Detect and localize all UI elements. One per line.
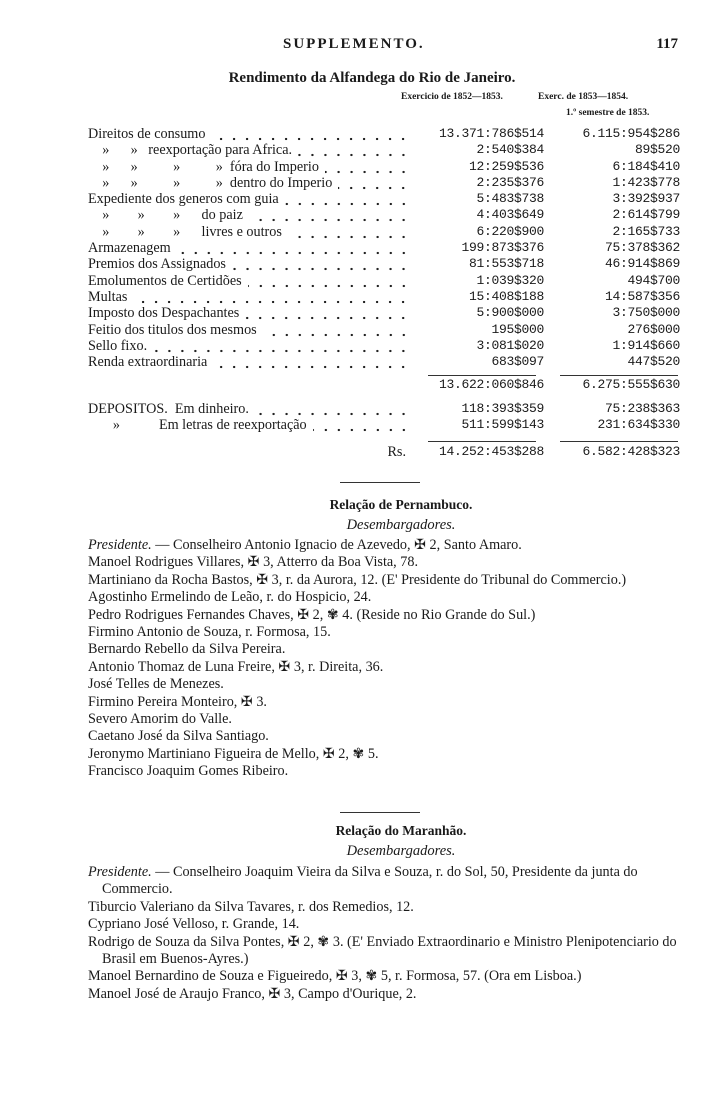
row-label [88, 126, 414, 142]
pernambuco-section [88, 497, 684, 781]
table-row [88, 289, 684, 305]
row-label-text: Multas [88, 288, 128, 305]
row-label [88, 322, 414, 338]
dot-leader [298, 142, 410, 158]
value-col2: 75:238$363 [604, 401, 680, 416]
value-col1: 1:039$320 [476, 272, 544, 288]
entry-text: Antonio Thomaz de Luna Freire, ✠ 3, r. Direita, 36. [88, 658, 384, 675]
row-label [88, 289, 414, 305]
row-label-text: Feitio dos titulos dos mesmos [88, 321, 257, 338]
table-row [88, 338, 684, 354]
total-col1: 14.252:453$288 [438, 444, 544, 459]
value-col2: 1:423$778 [612, 174, 680, 190]
row-label-text: Emolumentos de Certidões [88, 272, 242, 289]
row-label [88, 159, 414, 175]
section-subtitle: Desembargadores. [346, 517, 456, 533]
dot-leader [211, 126, 410, 142]
value-col1: 5:900$000 [476, 305, 544, 321]
value-col1: 118:393$359 [461, 401, 544, 416]
section-divider [340, 812, 420, 813]
list-item [88, 763, 684, 780]
col2-header: Exerc. de 1853—1854. [538, 92, 629, 102]
row-label [88, 417, 414, 433]
row-label [88, 338, 414, 354]
value-col2: 2:165$733 [612, 223, 680, 239]
row-label [88, 191, 414, 207]
revenue-table [88, 126, 684, 370]
entry-text: Martiniano da Rocha Bastos, ✠ 3, r. da Aurora, 12. (E' Presidente do Tribunal do Commercio.) [88, 571, 627, 588]
entry-text: Manoel Bernardino de Souza e Figueiredo, ✠ 3, ✾ 5, r. Formosa, 57. (Ora em Lisboa.) [88, 968, 582, 985]
value-col1: 2:235$376 [476, 174, 544, 190]
list-item [88, 916, 684, 933]
table-row [88, 305, 684, 321]
dot-leader [255, 401, 410, 417]
total-col2: 6.582:428$323 [582, 444, 680, 459]
dot-leader [325, 159, 410, 175]
entry-text: Agostinho Ermelindo de Leão, r. do Hospicio, 24. [88, 589, 372, 606]
dot-leader [248, 273, 410, 289]
section-title: Relação de Pernambuco. [329, 497, 473, 512]
value-col2: 75:378$362 [604, 240, 680, 256]
value-col2: 447$520 [627, 354, 680, 370]
row-label-text: Expediente dos generos com guia [88, 191, 279, 208]
table-row [88, 417, 684, 433]
value-col2: 6.115:954$286 [582, 126, 680, 141]
entry-text: Pedro Rodrigues Fernandes Chaves, ✠ 2, ✾ 4. (Reside no Rio Grande do Sul.) [88, 606, 536, 623]
table-row [88, 273, 684, 289]
value-col1: 13.371:786$514 [438, 126, 544, 141]
president-label: Presidente. [88, 864, 152, 880]
entry-text: Firmino Antonio de Souza, r. Formosa, 15. [88, 624, 331, 641]
entry-text: — Conselheiro Antonio Ignacio de Azevedo, ✠ 2, Santo Amaro. [151, 537, 522, 553]
list-item [88, 711, 684, 728]
entry-text: Tiburcio Valeriano da Silva Tavares, r. dos Remedios, 12. [88, 898, 414, 915]
value-col1: 12:259$536 [468, 158, 544, 174]
value-col2: 89$520 [634, 142, 680, 158]
row-label-text: » » » » fóra do Imperio [88, 158, 319, 175]
list-item [88, 934, 684, 969]
list-item [88, 589, 684, 606]
table-row [88, 401, 684, 417]
table-row [88, 159, 684, 175]
list-item [88, 659, 684, 676]
dot-leader [133, 289, 410, 305]
dot-leader [249, 207, 410, 223]
dot-leader [177, 240, 410, 256]
total-row [88, 444, 684, 460]
entry-list [88, 537, 684, 781]
row-label-text: Imposto dos Despachantes [88, 305, 240, 322]
value-col1: 2:540$384 [476, 142, 544, 158]
subtotal-row [88, 377, 684, 393]
entry-text: Jeronymo Martiniano Figueira de Mello, ✠ 2, ✾ 5. [88, 745, 379, 762]
col1-header: Exercicio de 1852—1853. [401, 92, 503, 102]
dot-leader [288, 224, 410, 240]
section-subtitle: Desembargadores. [346, 843, 456, 859]
deposits-table [88, 401, 684, 434]
dot-leader [232, 256, 410, 272]
value-col1: 683$097 [491, 354, 544, 370]
value-col1: 4:403$649 [476, 207, 544, 223]
dot-leader [153, 338, 410, 354]
revenue-title: Rendimento da Alfandega do Rio de Janeiro. [228, 70, 516, 86]
table-row [88, 354, 684, 370]
row-label [88, 207, 414, 223]
value-col2: 2:614$799 [612, 207, 680, 223]
value-col1: 195$000 [491, 321, 544, 337]
divider [560, 441, 678, 442]
row-label-text: Direitos de consumo [88, 126, 206, 142]
table-row [88, 322, 684, 338]
dot-leader [313, 417, 410, 433]
dot-leader [338, 175, 410, 191]
value-col1: 511:599$143 [461, 417, 544, 433]
value-col2: 1:914$660 [612, 337, 680, 353]
row-label-text: Renda extraordinaria [88, 354, 208, 371]
divider [560, 375, 678, 376]
entry-text: Bernardo Rebello da Silva Pereira. [88, 641, 286, 658]
row-label-text: » Em letras de reexportação [88, 417, 307, 434]
list-item [88, 641, 684, 658]
president-label: Presidente. [88, 537, 152, 553]
list-item [88, 864, 684, 899]
table-row [88, 207, 684, 223]
entry-text: Firmino Pereira Monteiro, ✠ 3. [88, 693, 267, 710]
value-col2: 6:184$410 [612, 158, 680, 174]
dot-leader [213, 354, 410, 370]
list-item [88, 554, 684, 571]
row-label [88, 305, 414, 321]
row-label [88, 142, 414, 158]
row-label [88, 401, 414, 417]
value-col2: 231:634$330 [597, 417, 680, 433]
table-row [88, 191, 684, 207]
total-label: Rs. [387, 444, 406, 460]
entry-text: Manoel José de Araujo Franco, ✠ 3, Campo d'Ourique, 2. [88, 985, 417, 1002]
entry-list [88, 864, 684, 1003]
entry-text: — Conselheiro Joaquim Vieira da Silva e Souza, r. do Sol, 50, Presidente da junta do Commercio. [102, 864, 638, 898]
value-col1: 199:873$376 [461, 240, 544, 256]
table-row [88, 256, 684, 272]
list-item [88, 624, 684, 641]
row-label [88, 273, 414, 289]
value-col2: 3:750$000 [612, 305, 680, 321]
row-label [88, 240, 414, 256]
dot-leader [285, 191, 410, 207]
value-col1: 5:483$738 [476, 191, 544, 207]
row-label-text: Premios dos Assignados [88, 256, 226, 273]
section-title: Relação do Maranhão. [335, 823, 467, 838]
table-row [88, 126, 684, 142]
row-label [88, 256, 414, 272]
running-title: SUPPLEMENTO. [283, 36, 425, 52]
list-item [88, 728, 684, 745]
list-item [88, 694, 684, 711]
value-col1: 81:553$718 [468, 256, 544, 272]
row-label-text: » » » livres e outros [88, 223, 282, 240]
value-col1: 6:220$900 [476, 223, 544, 239]
row-label-text: » » reexportação para Africa. [88, 142, 293, 159]
value-col1: 3:081$020 [476, 337, 544, 353]
col2-subheader: 1.º semestre de 1853. [566, 108, 650, 118]
value-col2: 3:392$937 [612, 191, 680, 207]
table-row [88, 240, 684, 256]
entry-text: Caetano José da Silva Santiago. [88, 728, 269, 745]
row-label [88, 224, 414, 240]
entry-text: Manoel Rodrigues Villares, ✠ 3, Atterro da Boa Vista, 78. [88, 554, 419, 571]
table-row [88, 224, 684, 240]
list-item [88, 572, 684, 589]
list-item [88, 899, 684, 916]
row-label [88, 175, 414, 191]
dot-leader [263, 322, 410, 338]
row-label [88, 354, 414, 370]
row-label-text: DEPOSITOS. Em dinheiro. [88, 401, 249, 417]
value-col2: 14:587$356 [604, 288, 680, 304]
subtotal-col2: 6.275:555$630 [582, 377, 680, 392]
divider [428, 441, 536, 442]
subtotal-col1: 13.622:060$846 [438, 377, 544, 392]
value-col2: 494$700 [627, 272, 680, 288]
row-label-text: Sello fixo. [88, 337, 148, 354]
divider [428, 375, 536, 376]
entry-text: Severo Amorim do Valle. [88, 711, 232, 728]
section-divider [340, 482, 420, 483]
list-item [88, 676, 684, 693]
row-label-text: Armazenagem [88, 240, 171, 257]
entry-text: Francisco Joaquim Gomes Ribeiro. [88, 763, 289, 780]
value-col2: 276$000 [627, 321, 680, 337]
list-item [88, 986, 684, 1003]
table-row [88, 175, 684, 191]
entry-text: Rodrigo de Souza da Silva Pontes, ✠ 2, ✾ 3. (E' Enviado Extraordinario e Ministro Plenipotenciario do Brasil em Buenos-Ayres.) [88, 933, 677, 968]
list-item [88, 607, 684, 624]
list-item [88, 537, 684, 554]
row-label-text: » » » » dentro do Imperio [88, 174, 333, 191]
dot-leader [245, 305, 410, 321]
value-col2: 46:914$869 [604, 256, 680, 272]
entry-text: José Telles de Menezes. [88, 676, 224, 693]
table-row [88, 142, 684, 158]
list-item [88, 746, 684, 763]
page-number: 117 [656, 36, 678, 52]
row-label-text: » » » do paiz [88, 207, 243, 224]
entry-text: Cypriano José Velloso, r. Grande, 14. [88, 916, 300, 933]
value-col1: 15:408$188 [468, 288, 544, 304]
maranhao-section [88, 823, 684, 1003]
list-item [88, 968, 684, 985]
